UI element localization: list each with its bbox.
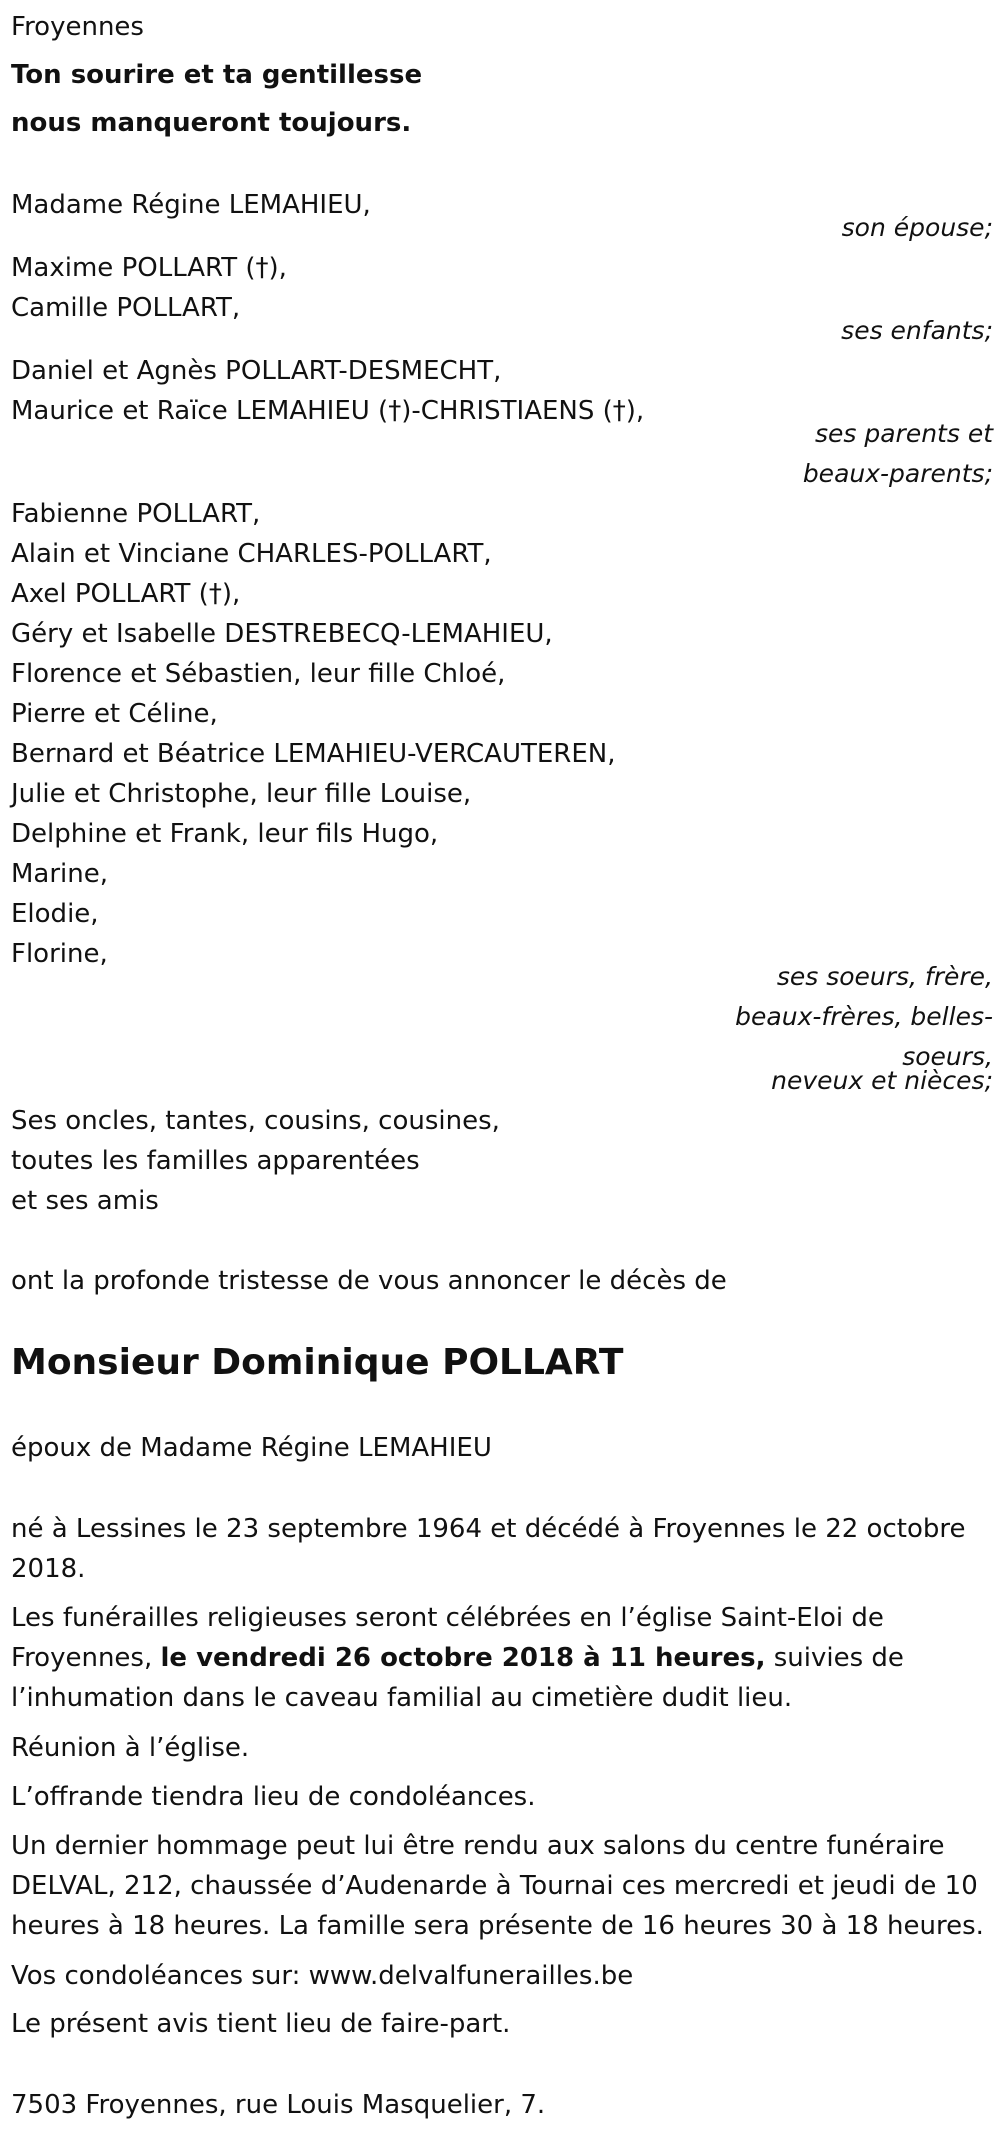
funeral-date: le vendredi 26 octobre 2018 à 11 heures,	[160, 1643, 766, 1673]
family-3-name-0: Fabienne POLLART,	[11, 499, 261, 529]
family-0-name-0: Madame Régine LEMAHIEU,	[11, 190, 371, 220]
funeral-text-after: suivies de l’inhumation dans le caveau familial au cimetière dudit lieu.	[11, 1643, 904, 1713]
quote-line-1: Ton sourire et ta gentillesse	[11, 60, 423, 90]
family-3-relation-3: neveux et nièces;	[771, 1066, 993, 1095]
family-1-relation: ses enfants;	[841, 316, 993, 345]
others-line-2: toutes les familles apparentées	[11, 1146, 420, 1176]
family-2-relation-0: ses parents et	[814, 419, 993, 448]
condolences: Vos condoléances sur: www.delvalfunerailles.be	[11, 1961, 634, 1991]
family-3-name-4: Florence et Sébastien, leur fille Chloé,	[11, 659, 506, 689]
family-2-name-0: Daniel et Agnès POLLART-DESMECHT,	[11, 356, 502, 386]
family-3-name-7: Julie et Christophe, leur fille Louise,	[11, 779, 472, 809]
family-0-relation: son épouse;	[841, 213, 993, 242]
family-3-name-10: Elodie,	[11, 899, 99, 929]
tribute: Un dernier hommage peut lui être rendu aux salons du centre funéraire DELVAL, 212, chaussée d’Audenarde à Tournai ces mercredi et jeudi de 10 heures à 18 heures. La famille sera présente de 16 heures 30 à 18 heures.	[11, 1831, 984, 1941]
offering: L’offrande tiendra lieu de condoléances.	[11, 1782, 536, 1812]
family-3-name-8: Delphine et Frank, leur fils Hugo,	[11, 819, 439, 849]
family-3-name-5: Pierre et Céline,	[11, 699, 218, 729]
family-3-name-3: Géry et Isabelle DESTREBECQ-LEMAHIEU,	[11, 619, 553, 649]
address: 7503 Froyennes, rue Louis Masquelier, 7.	[11, 2090, 546, 2120]
family-3-relation-1: beaux-frères, belles-	[735, 1002, 993, 1031]
funeral-paragraph	[11, 1598, 993, 1718]
family-2-relation-1: beaux-parents;	[802, 459, 993, 488]
others-line-1: Ses oncles, tantes, cousins, cousines,	[11, 1106, 500, 1136]
family-3-name-11: Florine,	[11, 939, 108, 969]
family-3-name-9: Marine,	[11, 859, 109, 889]
reunion: Réunion à l’église.	[11, 1733, 250, 1763]
family-3-name-2: Axel POLLART (†),	[11, 579, 241, 609]
deceased-name: Monsieur Dominique POLLART	[11, 1342, 624, 1383]
spouse-line: époux de Madame Régine LEMAHIEU	[11, 1433, 492, 1463]
family-1-name-1: Camille POLLART,	[11, 293, 241, 323]
notice: Le présent avis tient lieu de faire-part.	[11, 2009, 511, 2039]
others-line-3: et ses amis	[11, 1186, 159, 1216]
announcement: ont la profonde tristesse de vous annoncer le décès de	[11, 1266, 727, 1296]
location: Froyennes	[11, 12, 144, 42]
birth-death: né à Lessines le 23 septembre 1964 et décédé à Froyennes le 22 octobre 2018.	[11, 1514, 966, 1584]
quote-line-2: nous manqueront toujours.	[11, 108, 412, 138]
family-3-relation-0: ses soeurs, frère,	[776, 962, 993, 991]
family-3-name-6: Bernard et Béatrice LEMAHIEU-VERCAUTEREN,	[11, 739, 616, 769]
funeral-text-before: Les funérailles religieuses seront célébrées en l’église Saint-Eloi de Froyennes,	[11, 1603, 884, 1673]
family-3-relation-2: soeurs,	[902, 1042, 993, 1071]
family-1-name-0: Maxime POLLART (†),	[11, 253, 287, 283]
family-2-name-1: Maurice et Raïce LEMAHIEU (†)-CHRISTIAENS (†),	[11, 396, 645, 426]
family-3-name-1: Alain et Vinciane CHARLES-POLLART,	[11, 539, 492, 569]
